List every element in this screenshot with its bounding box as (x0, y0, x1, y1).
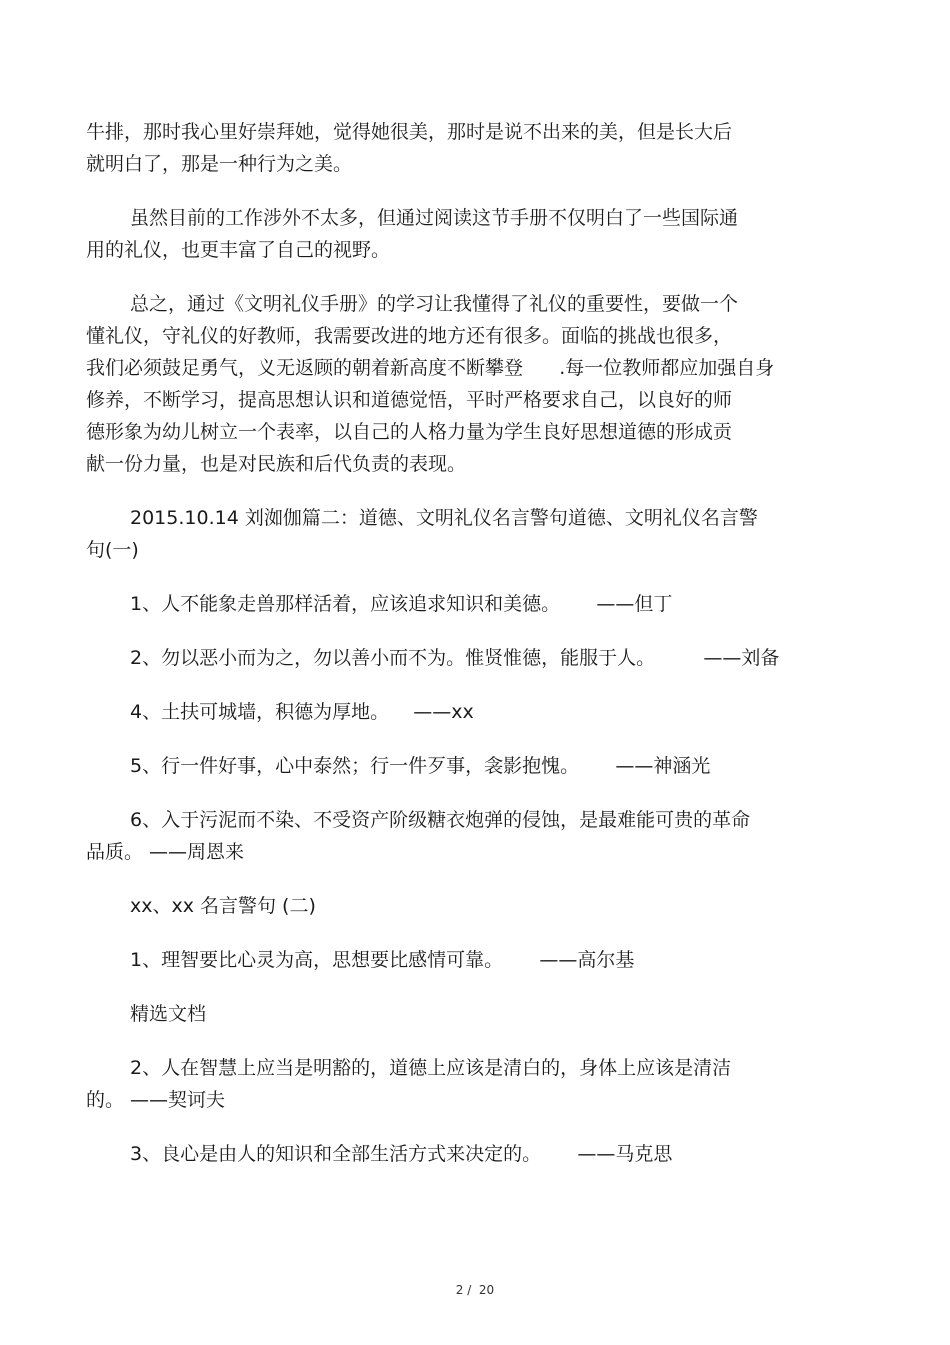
paragraph (86, 1052, 846, 1116)
text-line: 总之，通过《文明礼仪手册》的学习让我懂得了礼仪的重要性，要做一个 (130, 293, 739, 315)
paragraph (86, 116, 846, 180)
text-line: 1、理智要比心灵为高，思想要比感情可靠。 ——高尔基 (130, 949, 635, 971)
text-line: xx、xx 名言警句 (二) (130, 895, 316, 917)
page-number: 2 / 20 (455, 1283, 495, 1297)
paragraph (86, 1138, 846, 1170)
paragraph-gap (86, 728, 846, 750)
paragraph-gap (86, 1030, 846, 1052)
text-line: 用的礼仪，也更丰富了自己的视野。 (86, 239, 391, 261)
paragraph (86, 890, 846, 922)
paragraph (86, 944, 846, 976)
text-line: 2015.10.14 刘洳伽篇二：道德、文明礼仪名言警句道德、文明礼仪名言警 (130, 507, 758, 529)
text-line: 就明白了，那是一种行为之美。 (86, 153, 353, 175)
text-line: 献一份力量，也是对民族和后代负责的表现。 (86, 453, 467, 475)
paragraph (86, 588, 846, 620)
paragraph-gap (86, 922, 846, 944)
text-line: 虽然目前的工作涉外不太多，但通过阅读这节手册不仅明白了一些国际通 (130, 207, 739, 229)
document-body (86, 116, 846, 1170)
text-line: 德形象为幼儿树立一个表率，以自己的人格力量为学生良好思想道德的形成贡 (86, 421, 733, 443)
text-line: 的。 ——契诃夫 (86, 1089, 226, 1111)
text-line: 句(一) (86, 539, 139, 561)
text-line: 5、行一件好事，心中泰然；行一件歹事，衾影抱愧。 ——神涵光 (130, 755, 711, 777)
text-line: 1、人不能象走兽那样活着，应该追求知识和美德。 ——但丁 (130, 593, 673, 615)
paragraph-gap (86, 480, 846, 502)
text-line: 6、入于污泥而不染、不受资产阶级糖衣炮弹的侵蚀，是最难能可贵的革命 (130, 809, 751, 831)
paragraph (86, 642, 846, 674)
paragraph-gap (86, 868, 846, 890)
paragraph (86, 804, 846, 868)
paragraph-gap (86, 674, 846, 696)
paragraph-gap (86, 976, 846, 998)
text-line: 2、勿以恶小而为之，勿以善小而不为。惟贤惟德，能服于人。 ——刘备 (130, 647, 780, 669)
text-line: 3、良心是由人的知识和全部生活方式来决定的。 ——马克思 (130, 1143, 673, 1165)
paragraph-gap (86, 266, 846, 288)
paragraph-gap (86, 180, 846, 202)
paragraph (86, 502, 846, 566)
paragraph (86, 998, 846, 1030)
text-line: 修养，不断学习，提高思想认识和道德觉悟，平时严格要求自己，以良好的师 (86, 389, 733, 411)
text-line: 我们必须鼓足勇气，义无返顾的朝着新高度不断攀登 .每一位教师都应加强自身 (86, 357, 775, 379)
paragraph-gap (86, 620, 846, 642)
paragraph-gap (86, 1116, 846, 1138)
paragraph (86, 750, 846, 782)
paragraph-gap (86, 782, 846, 804)
text-line: 牛排，那时我心里好崇拜她，觉得她很美，那时是说不出来的美，但是长大后 (86, 121, 733, 143)
paragraph (86, 202, 846, 266)
text-line: 懂礼仪，守礼仪的好教师，我需要改进的地方还有很多。面临的挑战也很多， (86, 325, 733, 347)
text-line: 品质。 ——周恩来 (86, 841, 245, 863)
paragraph (86, 696, 846, 728)
paragraph-gap (86, 566, 846, 588)
text-line: 2、人在智慧上应当是明豁的，道德上应该是清白的，身体上应该是清洁 (130, 1057, 732, 1079)
text-line: 精选文档 (130, 1003, 207, 1025)
text-line: 4、土扶可城墙，积德为厚地。 ——xx (130, 701, 474, 723)
paragraph (86, 288, 846, 480)
